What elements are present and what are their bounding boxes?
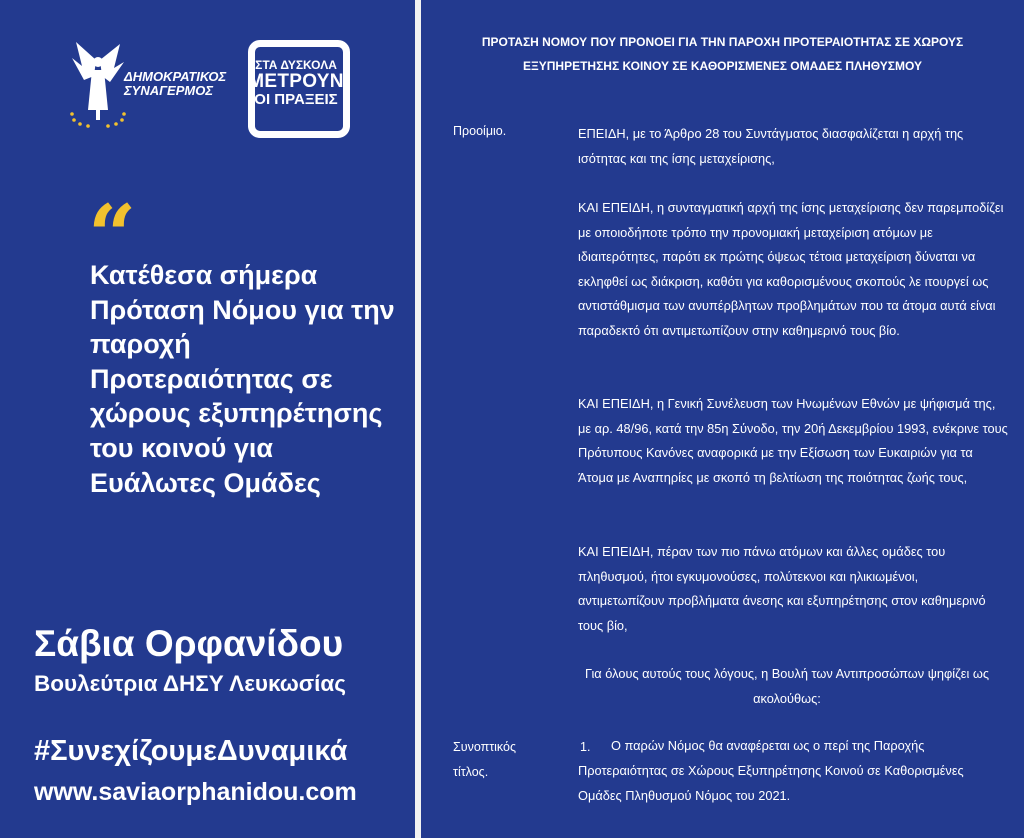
author-role: Βουλεύτρια ΔΗΣΥ Λευκωσίας — [34, 671, 346, 696]
quote-icon: “ — [88, 186, 137, 285]
paragraph-1: ΕΠΕΙΔΗ, με το Άρθρο 28 του Συντάγματος διασφαλίζεται η αρχή της ισότητας και της ίσης μεταχείρισης, — [578, 126, 964, 166]
author-name: Σάβια Ορφανίδου — [34, 623, 344, 664]
website-link[interactable]: www.saviaorphanidou.com — [34, 778, 357, 806]
paragraph-3: ΚΑΙ ΕΠΕΙΔΗ, η Γενική Συνέλευση των Ηνωμένων Εθνών με ψήφισμά της, με αρ. 48/96, κατά την 85η Σύνοδο, την 20ή Δεκεμβρίου 1993, ενέκρινε τους Πρότυπους Κανόνες αναφορικά με την Εξίσωση των Ευκαιριών για τα Άτομα με Αναπηρίες με σκοπό τη βελτίωση της ποιότητας ζωής τους, — [578, 396, 1008, 485]
winged-victory-icon — [68, 40, 128, 130]
paragraph-4: ΚΑΙ ΕΠΕΙΔΗ, πέραν των πιο πάνω ατόμων και άλλες ομάδες του πληθυσμού, ήτοι εγκυμονούσες, πολύτεκνοι και ηλικιωμένοι, αντιμετωπίζουν προβλήματα άνεσης και εξυπηρέτησης στον καθημερινό τους βίο, — [578, 544, 986, 633]
slogan-line2: ΜΕΤΡΟΥΝ — [248, 71, 344, 92]
short-title-label-1: Συνοπτικός — [453, 740, 517, 754]
slogan-line3: ΟΙ ΠΡΑΞΕΙΣ — [254, 91, 338, 108]
preamble-label: Προοίμιο. — [453, 124, 507, 138]
section-text-1: Ο παρών Νόμος θα αναφέρεται ως ο περί της Παροχής — [611, 738, 925, 753]
party-logo — [68, 40, 368, 140]
slogan — [240, 59, 352, 108]
panel-divider — [415, 0, 421, 838]
section-text-2: Προτεραιότητας σε Χώρους Εξυπηρέτησης Κοινού σε Καθορισμένες Ομάδες Πληθυσμού Νόμος του 2021. — [578, 763, 964, 803]
section-number: 1. — [580, 740, 591, 754]
party-name — [124, 70, 226, 98]
headline: Κατέθεσα σήμερα Πρόταση Νόμου για την παροχή Προτεραιότητας σε χώρους εξυπηρέτησης του κοινού για Ευάλωτες Ομάδες — [90, 260, 395, 498]
paragraph-2: ΚΑΙ ΕΠΕΙΔΗ, η συνταγματική αρχή της ίσης μεταχείρισης δεν παρεμποδίζει με οποιοδήποτε τρόπο την προνομιακή μεταχείριση ατόμων με ιδιαιτερότητες, παρότι εκ πρώτης όψεως τέτοια μεταχείριση δύναται να εκληφθεί ως διάκριση, καθότι για καθορισμένους σκοπούς λε ιτουργεί ως αντιστάθμισμα των ανυπέρβλητων προβλημάτων που τα άτομα αυτά είναι παραδεκτό ότι αντιμετωπίζουν στην καθημερινό τους βίο. — [578, 200, 1004, 338]
document-title-text: ΠΡΟΤΑΣΗ ΝΟΜΟΥ ΠΟΥ ΠΡΟΝΟΕΙ ΓΙΑ ΤΗΝ ΠΑΡΟΧΗ ΠΡΟΤΕΡΑΙΟΤΗΤΑΣ ΣΕ ΧΩΡΟΥΣ ΕΞΥΠΗΡΕΤΗΣΗΣ ΚΟΙΝΟΥ ΣΕ ΚΑΘΟΡΙΣΜΕΝΕΣ ΟΜΑΔΕΣ ΠΛΗΘΥΣΜΟΥ — [481, 35, 964, 73]
slogan-line1: ΣΤΑ ΔΥΣΚΟΛΑ — [255, 58, 337, 72]
short-title-label-2: τίτλος. — [453, 765, 489, 779]
paragraph-5: Για όλους αυτούς τους λόγους, η Βουλή των Αντιπροσώπων ψηφίζει ως ακολούθως: — [584, 666, 990, 706]
hashtag: #ΣυνεχίζουμεΔυναμικά — [34, 735, 348, 767]
party-name-line2: ΣΥΝΑΓΕΡΜΟΣ — [124, 83, 214, 98]
party-name-line1: ΔΗΜΟΚΡΑΤΙΚΟΣ — [124, 69, 227, 84]
document-title — [430, 30, 1015, 78]
